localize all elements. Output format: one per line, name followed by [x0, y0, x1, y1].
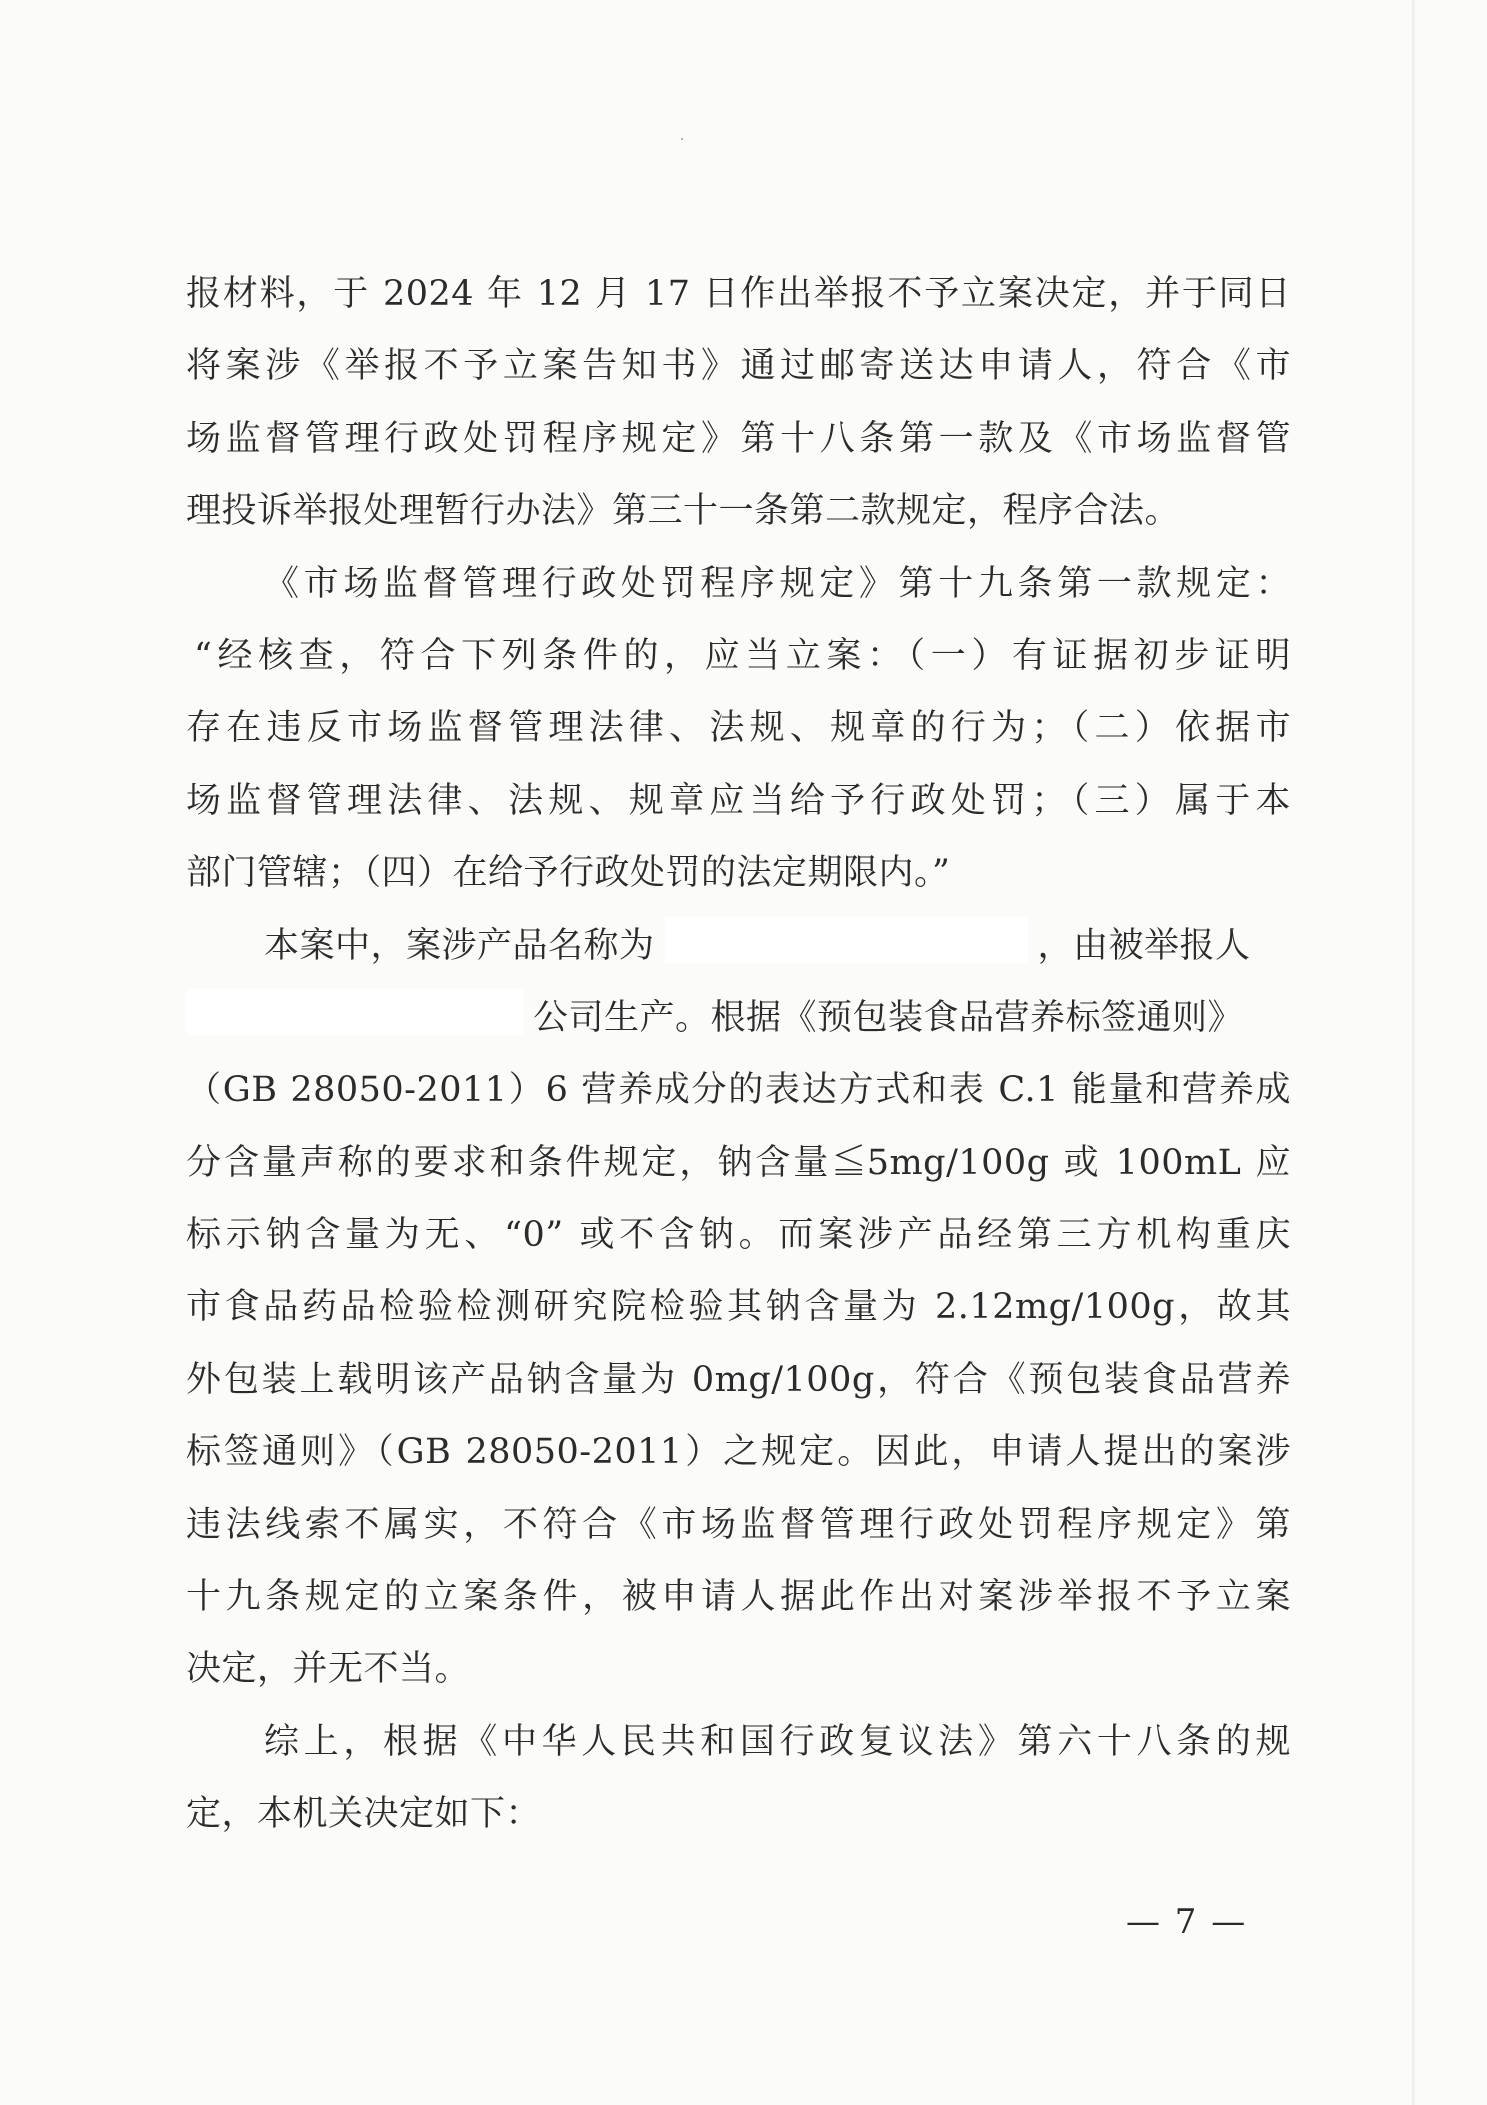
- paragraph-3-line-1: [186, 910, 1291, 982]
- product-intro-text: 本案中，案涉产品名称为: [264, 925, 655, 966]
- paragraph-3-line-11: 决定，并无不当。: [186, 1649, 471, 1690]
- company-production-text: 公司生产。根据《预包装食品营养标签通则》: [533, 997, 1244, 1038]
- scan-speck: [681, 138, 683, 140]
- paragraph-2-line-5: 部门管辖；（四）在给予行政处罚的法定期限内。”: [186, 853, 951, 894]
- paragraph-1-line-3: 场监督管理行政处罚程序规定》第十八条第一款及《市场监督管: [186, 418, 1291, 459]
- paragraph-2-line-4: 场监督管理法律、法规、规章应当给予行政处罚；（三）属于本: [186, 780, 1291, 821]
- paragraph-2-line-2: “经核查，符合下列条件的，应当立案：（一）有证据初步证明: [194, 635, 1291, 676]
- paragraph-3-line-4: 分含量声称的要求和条件规定，钠含量≦5mg/100g 或 100mL 应: [186, 1142, 1291, 1183]
- paragraph-3-line-10: 十九条规定的立案条件，被申请人据此作出对案涉举报不予立案: [186, 1577, 1291, 1618]
- paragraph-3-line-7: 外包装上载明该产品钠含量为 0mg/100g，符合《预包装食品营养: [186, 1359, 1291, 1400]
- document-body: [186, 258, 1291, 1851]
- paragraph-2-line-3: 存在违反市场监督管理法律、法规、规章的行为；（二）依据市: [186, 708, 1291, 749]
- paragraph-3-line-6: 市食品药品检验检测研究院检验其钠含量为 2.12mg/100g，故其: [186, 1287, 1291, 1328]
- redacted-company-name: [186, 989, 523, 1035]
- page-edge: [1412, 0, 1415, 2105]
- paragraph-4-line-1: 综上，根据《中华人民共和国行政复议法》第六十八条的规: [264, 1721, 1291, 1762]
- paragraph-1-line-1: 报材料，于 2024 年 12 月 17 日作出举报不予立案决定，并于同日: [186, 274, 1291, 314]
- paragraph-4-line-2: 定，本机关决定如下：: [186, 1794, 542, 1835]
- paragraph-3-line-3: （GB 28050-2011）6 营养成分的表达方式和表 C.1 能量和营养成: [186, 1070, 1291, 1111]
- page-number: — 7 —: [1126, 1902, 1248, 1942]
- paragraph-1-line-4: 理投诉举报处理暂行办法》第三十一条第二款规定，程序合法。: [186, 491, 1181, 532]
- paragraph-3-line-5: 标示钠含量为无、“0” 或不含钠。而案涉产品经第三方机构重庆: [186, 1215, 1291, 1256]
- paragraph-3-line-2: [186, 982, 1291, 1054]
- paragraph-3-line-9: 违法线索不属实，不符合《市场监督管理行政处罚程序规定》第: [186, 1504, 1291, 1545]
- paragraph-3-line-8: 标签通则》（GB 28050-2011）之规定。因此，申请人提出的案涉: [186, 1432, 1291, 1473]
- paragraph-1-line-2: 将案涉《举报不予立案告知书》通过邮寄送达申请人，符合《市: [186, 346, 1291, 387]
- paragraph-2-line-1: 《市场监督管理行政处罚程序规定》第十九条第一款规定：: [264, 563, 1291, 604]
- redacted-product-name: [665, 917, 1028, 963]
- reported-party-text: ，由被举报人: [1037, 925, 1251, 966]
